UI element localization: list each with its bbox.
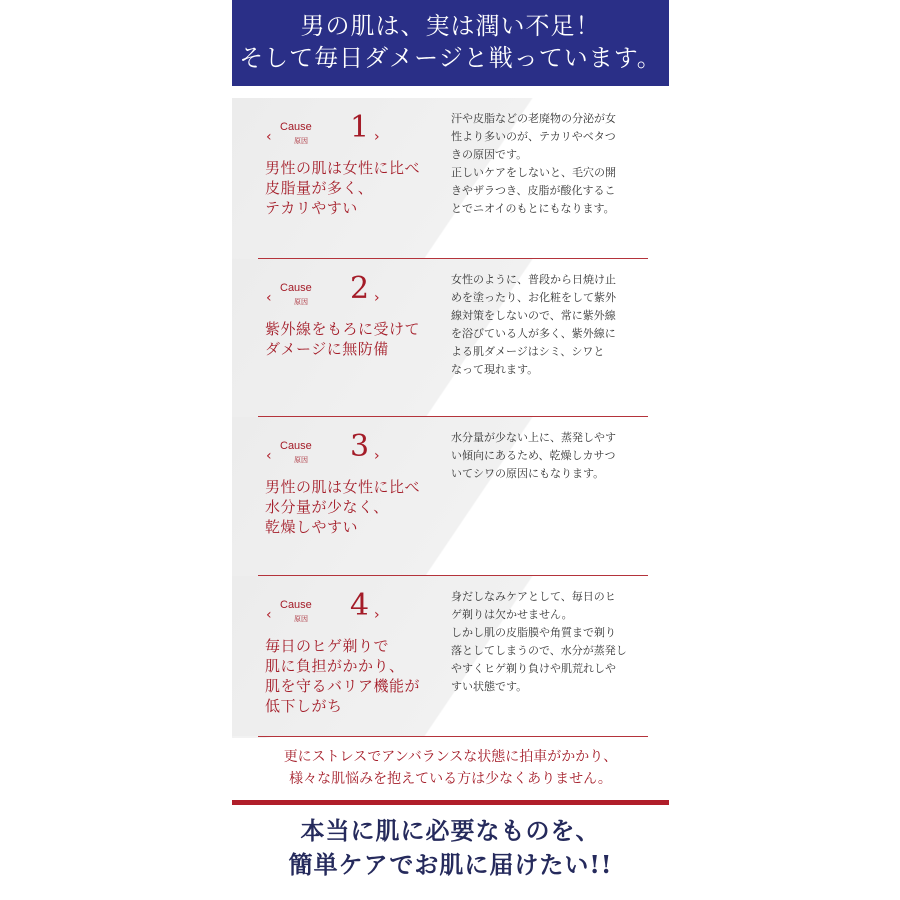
chevron-right-icon: › — [374, 290, 380, 306]
cause-title-line: 水分量が少なく、 — [265, 498, 389, 516]
cause-title-line: 肌に負担がかかり、 — [265, 657, 405, 675]
cause-item-2 — [232, 259, 669, 419]
cause-desc-line: 性より多いのが、テカリやベタつ — [451, 130, 616, 143]
cause-desc-line: 水分量が少ない上に、蒸発しやす — [451, 431, 616, 444]
summary-text — [232, 740, 669, 802]
cause-heading — [266, 429, 426, 475]
cause-title-line: 紫外線をもろに受けて — [265, 320, 421, 338]
cause-desc-line: 線対策をしないので、常に紫外線 — [451, 309, 616, 322]
cause-heading — [266, 588, 426, 634]
cause-desc-line: 女性のように、普段から日焼け止 — [451, 273, 616, 286]
cause-sub-label: 原因 — [294, 615, 308, 623]
cause-title-line: 男性の肌は女性に比べ — [265, 478, 421, 496]
closing-message — [232, 814, 669, 882]
cause-desc-line: い傾向にあるため、乾燥しカサつ — [451, 449, 616, 462]
cause-desc-line: 汗や皮脂などの老廃物の分泌が女 — [451, 112, 616, 125]
closing-line-1: 本当に肌に必要なものを、 — [300, 816, 601, 845]
header-line-1: 男の肌は、実は潤い不足！ — [300, 12, 601, 40]
cause-title — [265, 636, 445, 716]
section-rule — [232, 800, 669, 805]
cause-title — [265, 319, 445, 359]
cause-desc-line: を浴びている人が多く、紫外線に — [451, 327, 616, 340]
header-banner — [232, 0, 669, 86]
chevron-left-icon: ‹ — [266, 607, 272, 623]
cause-desc-line: ゲ剃りは欠かせません。 — [451, 608, 573, 621]
chevron-right-icon: › — [374, 129, 380, 145]
cause-number: 4 — [350, 588, 370, 623]
cause-title-line: 男性の肌は女性に比べ — [265, 159, 421, 177]
chevron-right-icon: › — [374, 607, 380, 623]
cause-title-line: テカリやすい — [265, 199, 358, 217]
cause-divider — [258, 736, 648, 737]
cause-sub-label: 原因 — [294, 456, 308, 464]
cause-desc-line: 身だしなみケアとして、毎日のヒ — [451, 590, 616, 603]
chevron-right-icon: › — [374, 448, 380, 464]
cause-title-line: 肌を守るバリア機能が — [265, 677, 421, 695]
cause-title-line: 乾燥しやすい — [265, 518, 359, 536]
cause-description — [451, 588, 651, 696]
cause-number: 2 — [350, 271, 370, 306]
cause-desc-line: よる肌ダメージはシミ、シワと — [451, 345, 605, 358]
cause-heading — [266, 110, 426, 156]
cause-desc-line: やすくヒゲ剃り負けや肌荒れしや — [451, 662, 616, 675]
cause-title — [265, 477, 445, 537]
cause-sub-label: 原因 — [294, 137, 308, 145]
cause-desc-line: 落としてしまうので、水分が蒸発し — [451, 644, 627, 657]
cause-label: Cause — [280, 121, 312, 133]
cause-desc-line: きの原因です。 — [451, 148, 528, 161]
cause-desc-line: いてシワの原因にもなります。 — [451, 467, 605, 480]
cause-label: Cause — [280, 440, 312, 452]
cause-item-4 — [232, 576, 669, 736]
cause-title-line: 皮脂量が多く、 — [265, 179, 374, 197]
cause-title-line: 低下しがち — [265, 697, 343, 715]
cause-label: Cause — [280, 599, 312, 611]
cause-heading — [266, 271, 426, 317]
summary-line-1: 更にストレスでアンバランスな状態に拍車がかかり、 — [283, 749, 618, 765]
cause-number: 1 — [350, 110, 370, 145]
cause-description — [451, 110, 651, 218]
cause-desc-line: しかし肌の皮脂膜や角質まで剃り — [451, 626, 616, 639]
chevron-left-icon: ‹ — [266, 448, 272, 464]
cause-title-line: 毎日のヒゲ剃りで — [265, 637, 390, 655]
page-container — [232, 0, 669, 900]
cause-title-line: ダメージに無防備 — [265, 340, 389, 358]
summary-line-2: 様々な肌悩みを抱えている方は少なくありません。 — [289, 771, 612, 787]
cause-description — [451, 429, 651, 483]
chevron-left-icon: ‹ — [266, 290, 272, 306]
header-line-2: そして毎日ダメージと戦っています。 — [239, 44, 662, 72]
cause-sub-label: 原因 — [294, 298, 308, 306]
cause-desc-line: とでニオイのもとにもなります。 — [451, 202, 615, 215]
cause-label: Cause — [280, 282, 312, 294]
cause-desc-line: めを塗ったり、お化粧をして紫外 — [451, 291, 616, 304]
cause-desc-line: 正しいケアをしないと、毛穴の開 — [451, 166, 616, 179]
cause-desc-line: なって現れます。 — [451, 363, 539, 376]
chevron-left-icon: ‹ — [266, 129, 272, 145]
causes-section — [232, 98, 669, 738]
cause-item-3 — [232, 417, 669, 577]
cause-item-1 — [232, 98, 669, 258]
cause-description — [451, 271, 651, 379]
cause-number: 3 — [350, 429, 370, 464]
cause-title — [265, 158, 445, 218]
cause-desc-line: すい状態です。 — [451, 680, 528, 693]
cause-desc-line: きやザラつき、皮脂が酸化するこ — [451, 184, 616, 197]
closing-line-2: 簡単ケアでお肌に届けたい!! — [288, 850, 613, 879]
